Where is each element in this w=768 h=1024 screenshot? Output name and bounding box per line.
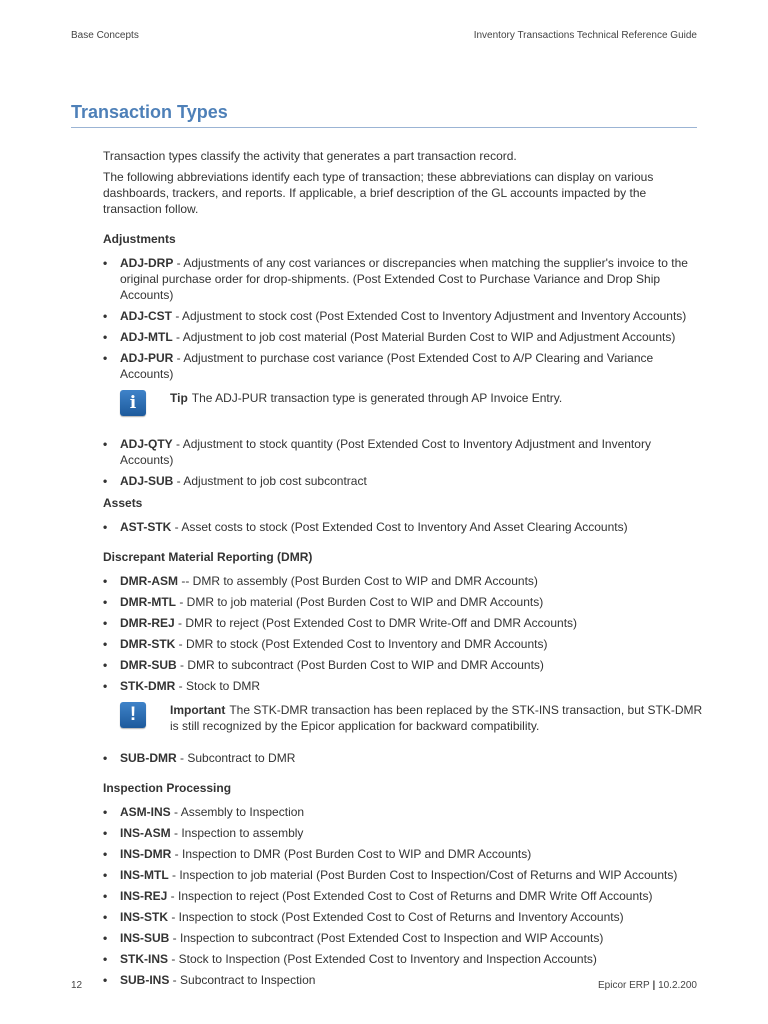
transaction-description: Assembly to Inspection xyxy=(180,805,305,819)
transaction-description: Asset costs to stock (Post Extended Cost to Inventory And Asset Clearing Accounts) xyxy=(181,520,628,534)
code-separator: - xyxy=(171,847,182,861)
code-separator: - xyxy=(175,679,186,693)
tip-text: The ADJ-PUR transaction type is generated through AP Invoice Entry. xyxy=(191,391,563,405)
transaction-description: Stock to Inspection (Post Extended Cost to Inventory and Inspection Accounts) xyxy=(178,952,597,966)
transaction-type-item xyxy=(103,825,703,841)
transaction-code: AST-STK xyxy=(120,520,172,534)
page-number: 12 xyxy=(71,980,83,991)
code-separator: - xyxy=(171,520,182,534)
section-heading-inspection: Inspection Processing xyxy=(103,781,232,795)
page-title: Transaction Types xyxy=(71,102,697,128)
transaction-description: Inspection to job material (Post Burden Cost to Inspection/Cost of Returns and WIP Accounts) xyxy=(179,868,678,882)
transaction-code: ADJ-PUR xyxy=(120,351,174,365)
transaction-description: DMR to subcontract (Post Burden Cost to WIP and DMR Accounts) xyxy=(187,658,544,672)
transaction-description: Subcontract to DMR xyxy=(187,751,296,765)
code-separator: - xyxy=(173,351,184,365)
code-separator: - xyxy=(168,910,179,924)
exclamation-icon: ! xyxy=(120,702,146,728)
section-heading-assets: Assets xyxy=(103,496,143,510)
transaction-description: Adjustment to stock quantity (Post Extended Cost to Inventory Adjustment and Inventory Accounts) xyxy=(120,437,651,467)
footer-product: Epicor ERP xyxy=(598,980,650,991)
transaction-type-item xyxy=(103,594,703,610)
code-separator: - xyxy=(169,931,181,945)
transaction-type-item xyxy=(103,678,703,694)
transaction-description: Adjustment to stock cost (Post Extended Cost to Inventory Adjustment and Inventory Accounts) xyxy=(182,309,687,323)
assets-list xyxy=(103,519,703,535)
transaction-description: Inspection to stock (Post Extended Cost to Cost of Returns and Inventory Accounts) xyxy=(178,910,624,924)
transaction-type-item xyxy=(103,846,703,862)
transaction-type-item xyxy=(103,519,703,535)
transaction-description: Adjustment to job cost material (Post Material Burden Cost to WIP and Adjustment Accounts) xyxy=(182,330,676,344)
transaction-code: INS-REJ xyxy=(120,889,168,903)
transaction-type-item xyxy=(103,804,703,820)
transaction-description: DMR to stock (Post Extended Cost to Inventory and DMR Accounts) xyxy=(186,637,548,651)
transaction-code: DMR-STK xyxy=(120,637,176,651)
code-separator: - xyxy=(168,868,180,882)
transaction-type-item xyxy=(103,888,703,904)
transaction-code: DMR-REJ xyxy=(120,616,175,630)
code-separator: - xyxy=(176,751,188,765)
transaction-description: Inspection to reject (Post Extended Cost to Cost of Returns and DMR Write Off Accounts) xyxy=(178,889,653,903)
adjustments-list-continued xyxy=(103,436,703,489)
tip-label: Tip xyxy=(170,391,188,405)
code-separator: - xyxy=(168,952,179,966)
code-separator: - xyxy=(174,616,186,630)
transaction-code: ADJ-CST xyxy=(120,309,173,323)
footer-divider: | xyxy=(649,980,659,991)
transaction-description: DMR to job material (Post Burden Cost to WIP and DMR Accounts) xyxy=(186,595,544,609)
transaction-code: DMR-SUB xyxy=(120,658,177,672)
transaction-type-item xyxy=(103,657,703,673)
important-text: The STK-DMR transaction has been replaced by the STK-INS transaction, but STK-DMR is still recognized by the Epicor application for backward compatibility. xyxy=(170,703,703,733)
header-document-title: Inventory Transactions Technical Reference Guide xyxy=(473,30,697,41)
transaction-description: Inspection to assembly xyxy=(181,826,304,840)
code-separator: - xyxy=(172,309,183,323)
tip-note xyxy=(120,390,703,420)
transaction-type-item xyxy=(103,308,703,324)
transaction-code: INS-DMR xyxy=(120,847,172,861)
transaction-type-item xyxy=(103,329,703,345)
footer-version: 10.2.200 xyxy=(658,980,697,991)
transaction-code: DMR-ASM xyxy=(120,574,178,588)
transaction-type-item xyxy=(103,473,703,489)
code-separator: - xyxy=(173,256,184,270)
intro-paragraph: Transaction types classify the activity that generates a part transaction record. xyxy=(103,149,517,163)
transaction-type-item xyxy=(103,436,703,468)
transaction-type-item xyxy=(103,930,703,946)
transaction-code: SUB-INS xyxy=(120,973,170,987)
transaction-type-item xyxy=(103,255,703,303)
transaction-description: Subcontract to Inspection xyxy=(180,973,316,987)
code-separator: -- xyxy=(178,574,193,588)
transaction-type-item xyxy=(103,350,703,382)
transaction-type-item xyxy=(103,636,703,652)
page-content xyxy=(103,148,703,994)
transaction-code: STK-INS xyxy=(120,952,168,966)
transaction-code: INS-SUB xyxy=(120,931,170,945)
adjustments-list xyxy=(103,255,703,382)
dmr-list xyxy=(103,573,703,694)
section-heading-dmr: Discrepant Material Reporting (DMR) xyxy=(103,550,313,564)
code-separator: - xyxy=(176,658,188,672)
code-separator: - xyxy=(170,805,181,819)
transaction-code: INS-ASM xyxy=(120,826,171,840)
transaction-type-item xyxy=(103,951,703,967)
transaction-description: Stock to DMR xyxy=(186,679,261,693)
footer-product-version xyxy=(598,980,697,991)
transaction-type-item xyxy=(103,615,703,631)
info-icon: i xyxy=(120,390,146,416)
transaction-description: Adjustment to purchase cost variance (Post Extended Cost to A/P Clearing and Variance Accounts) xyxy=(120,351,654,381)
transaction-type-item xyxy=(103,750,703,766)
transaction-code: SUB-DMR xyxy=(120,751,177,765)
transaction-code: INS-STK xyxy=(120,910,168,924)
code-separator: - xyxy=(167,889,179,903)
transaction-code: ADJ-SUB xyxy=(120,474,174,488)
inspection-list xyxy=(103,804,703,988)
transaction-code: ASM-INS xyxy=(120,805,171,819)
transaction-type-item xyxy=(103,867,703,883)
transaction-description: DMR to reject (Post Extended Cost to DMR Write-Off and DMR Accounts) xyxy=(185,616,578,630)
code-separator: - xyxy=(169,973,181,987)
header-section-name: Base Concepts xyxy=(71,30,139,41)
transaction-code: DMR-MTL xyxy=(120,595,176,609)
code-separator: - xyxy=(175,595,187,609)
intro-paragraph: The following abbreviations identify each type of transaction; these abbreviations can display on various dashboards, trackers, and reports. If applicable, a brief description of the GL accounts impacted by the transaction follow. xyxy=(103,170,654,216)
code-separator: - xyxy=(170,826,182,840)
transaction-type-item xyxy=(103,909,703,925)
transaction-description: Inspection to DMR (Post Burden Cost to WIP and DMR Accounts) xyxy=(182,847,532,861)
transaction-code: INS-MTL xyxy=(120,868,169,882)
transaction-description: Adjustments of any cost variances or discrepancies when matching the supplier's invoice to the original purchase order for drop-shipments. (Post Extended Cost to Purchase Variance and Drop Ship Accounts) xyxy=(120,256,688,302)
transaction-code: ADJ-DRP xyxy=(120,256,174,270)
code-separator: - xyxy=(173,474,184,488)
code-separator: - xyxy=(172,437,183,451)
transaction-type-item xyxy=(103,573,703,589)
code-separator: - xyxy=(172,330,183,344)
code-separator: - xyxy=(175,637,186,651)
transaction-code: STK-DMR xyxy=(120,679,176,693)
transaction-code: ADJ-MTL xyxy=(120,330,173,344)
important-note xyxy=(120,702,703,734)
transaction-description: DMR to assembly (Post Burden Cost to WIP and DMR Accounts) xyxy=(192,574,538,588)
section-heading-adjustments: Adjustments xyxy=(103,232,176,246)
transaction-description: Inspection to subcontract (Post Extended Cost to Inspection and WIP Accounts) xyxy=(180,931,604,945)
dmr-list-continued xyxy=(103,750,703,766)
transaction-description: Adjustment to job cost subcontract xyxy=(183,474,367,488)
important-label: Important xyxy=(170,703,226,717)
transaction-code: ADJ-QTY xyxy=(120,437,173,451)
